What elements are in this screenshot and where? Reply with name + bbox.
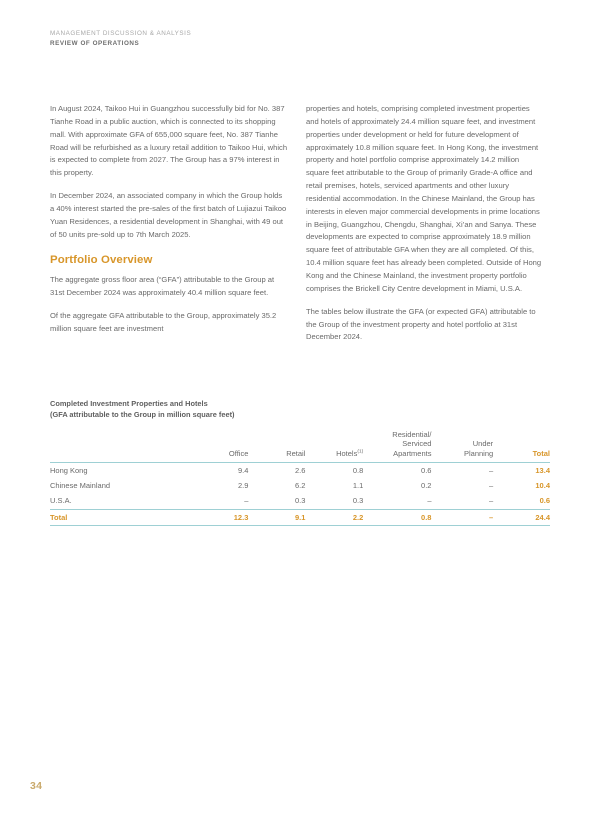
cell-chinese-mainland-total: 10.4 <box>535 481 550 490</box>
paragraph-portfolio-detail: properties and hotels, comprising completed investment properties and hotels of approximately 24.4 million square feet, and investment properties under development or held for future development of approximately 10.8 million square feet. In Hong Kong, the investment property and hotel portfolio comprise approximately 14.2 million square feet attributable to the Group of primarily Grade-A office and retail premises, hotels, serviced apartments and other luxury residential accommodation. In the Chinese Mainland, the Group has interests in eleven major commercial developments in prime locations in Beijing, Guangzhou, Chengdu, Shanghai, Xi’an and Sanya. These developments are expected to comprise approximately 18.9 million square feet of attributable GFA when they are all completed. Of this, 10.4 million square feet has already been completed. Outside of Hong Kong and the Chinese Mainland, the investment property portfolio comprises the Brickell City Centre development in Miami, U.S.A. <box>306 104 542 293</box>
column-header-residential-serviced-apartments <box>363 430 431 462</box>
column-header-residential-line-2: Serviced <box>402 439 432 449</box>
column-header-retail <box>248 430 305 462</box>
column-header-planning-line-2: Planning <box>463 449 494 458</box>
completed-investment-table-block <box>50 398 550 526</box>
cell-usa-office: – <box>244 496 249 506</box>
table-body <box>50 462 550 526</box>
body-column-left <box>50 103 288 346</box>
cell-total-retail: 9.1 <box>294 512 306 522</box>
cell-total-planning: – <box>489 512 494 522</box>
column-header-residential-line-1: Residential/ <box>392 429 432 439</box>
running-header <box>50 29 550 49</box>
cell-hong-kong-retail: 2.6 <box>294 465 306 475</box>
table-caption <box>50 398 550 421</box>
table-row <box>50 478 550 493</box>
column-header-residential-line-3: Apartments <box>393 449 432 458</box>
cell-total-office: 12.3 <box>233 512 249 522</box>
column-header-planning-line-1: Under <box>472 439 494 449</box>
cell-chinese-mainland-hotels: 1.1 <box>352 481 364 490</box>
cell-hong-kong-hotels: 0.8 <box>352 465 364 475</box>
cell-chinese-mainland-residential: 0.2 <box>421 481 432 490</box>
running-header-primary: MANAGEMENT DISCUSSION & ANALYSIS <box>50 30 192 37</box>
row-label-usa: U.S.A. <box>50 496 72 506</box>
paragraph-august-2024: In August 2024, Taikoo Hui in Guangzhou successfully bid for No. 387 Tianhe Road in a public auction, which is connected to its shopping mall. With approximate GFA of 655,000 square feet, No. 387 Tianhe Road will be refurbished as a luxury retail addition to Taikoo Hui, which is expected to complete from 2027. The Group has a 97% interest in this property. <box>50 104 288 178</box>
cell-total-total: 24.4 <box>535 512 550 522</box>
cell-total-hotels: 2.2 <box>352 512 364 522</box>
cell-usa-residential: – <box>427 496 432 506</box>
section-heading-portfolio-overview: Portfolio Overview <box>50 254 153 267</box>
footnote-marker-1: (1) <box>357 449 364 455</box>
column-header-under-planning <box>431 430 493 462</box>
cell-hong-kong-office: 9.4 <box>237 465 249 475</box>
cell-chinese-mainland-retail: 6.2 <box>294 481 306 490</box>
column-header-retail-label: Retail <box>286 449 306 458</box>
body-column-right <box>306 103 544 354</box>
cell-chinese-mainland-planning: – <box>489 481 494 490</box>
cell-chinese-mainland-office: 2.9 <box>237 481 249 490</box>
table-total-row <box>50 509 550 525</box>
paragraph-tables-below: The tables below illustrate the GFA (or expected GFA) attributable to the Group of the investment property and hotel portfolio at 31st December 2024. <box>306 306 536 342</box>
column-header-hotels-label: Hotels <box>336 449 358 458</box>
table-row <box>50 462 550 478</box>
cell-hong-kong-planning: – <box>489 465 494 475</box>
page-number: 34 <box>30 780 43 792</box>
row-label-total: Total <box>50 512 68 522</box>
table-header-row <box>50 430 550 462</box>
paragraph-aggregate-gfa: The aggregate gross floor area (“GFA”) attributable to the Group at 31st December 2024 was approximately 40.4 million square feet. <box>50 275 275 298</box>
table-caption-line-2: (GFA attributable to the Group in million square feet) <box>50 410 235 420</box>
cell-usa-total: 0.6 <box>539 496 550 506</box>
table-caption-line-1: Completed Investment Properties and Hotels <box>50 399 208 408</box>
paragraph-of-aggregate-gfa: Of the aggregate GFA attributable to the Group, approximately 35.2 million square feet are investment <box>50 311 277 333</box>
cell-total-residential: 0.8 <box>421 512 432 522</box>
cell-usa-retail: 0.3 <box>294 496 306 506</box>
paragraph-december-2024: In December 2024, an associated company in which the Group holds a 40% interest started the pre-sales of the first batch of Lujiazui Taikoo Yuan Residences, a residential development in Shanghai, with 49 out of 50 units pre-sold up to 7th March 2025. <box>50 191 287 239</box>
cell-usa-planning: – <box>489 496 494 506</box>
table-header <box>50 430 550 462</box>
cell-hong-kong-total: 13.4 <box>535 465 550 475</box>
column-header-region <box>50 430 191 462</box>
running-header-secondary: REVIEW OF OPERATIONS <box>50 40 140 47</box>
cell-hong-kong-residential: 0.6 <box>421 465 432 475</box>
row-label-chinese-mainland: Chinese Mainland <box>50 481 111 490</box>
column-header-total: Total <box>532 449 550 458</box>
column-header-office <box>191 430 248 462</box>
gfa-table <box>50 430 550 526</box>
cell-usa-hotels: 0.3 <box>352 496 364 506</box>
column-header-office-label: Office <box>228 449 249 458</box>
column-header-hotels <box>305 430 363 462</box>
row-label-hong-kong: Hong Kong <box>50 465 88 475</box>
table-row <box>50 493 550 509</box>
